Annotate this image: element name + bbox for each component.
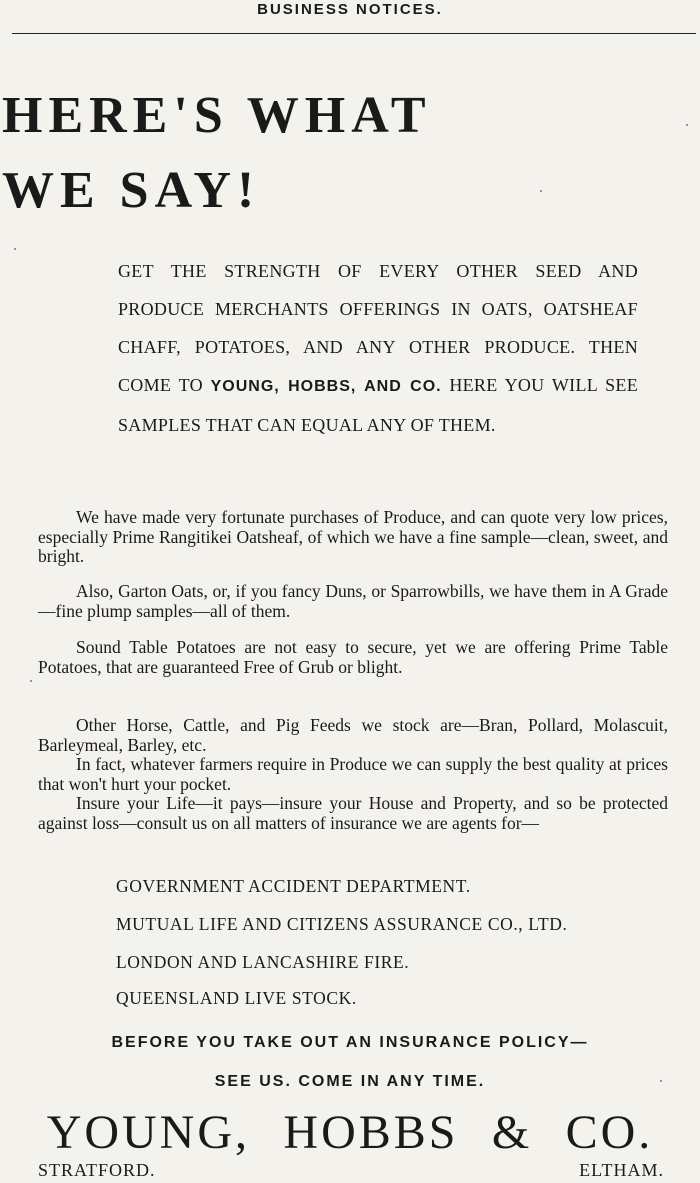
intro-block xyxy=(118,252,638,444)
insurer-london-lancashire: LONDON AND LANCASHIRE FIRE. xyxy=(116,952,410,972)
paragraph-garton-oats: Also, Garton Oats, or, if you fancy Duns, or Sparrowbills, we have them in A Grade—fine plump samples—all of them. xyxy=(38,581,668,621)
paragraph-oatsheaf: We have made very fortunate purchases of Produce, and can quote very low prices, especially Prime Rangitikei Oatsheaf, of which we have a fine sample—clean, sweet, and bright. xyxy=(38,507,668,566)
paragraph-insurance: Insure your Life—it pays—insure your House and Property, and so be protected against loss—consult us on all matters of insurance we are agents for— xyxy=(38,793,668,833)
section-header: BUSINESS NOTICES. xyxy=(257,1,443,18)
intro-text-after: HERE YOU WILL SEE SAMPLES THAT CAN EQUAL ANY OF THEM. xyxy=(118,375,639,435)
firm-ampersand: & xyxy=(491,1106,533,1159)
firm-word-hobbs: HOBBS xyxy=(283,1106,459,1159)
headline-line-1: HERE'S WHAT xyxy=(2,87,432,144)
insurer-government-accident: GOVERNMENT ACCIDENT DEPARTMENT. xyxy=(116,876,471,896)
town-stratford: STRATFORD. xyxy=(38,1160,156,1180)
print-speck xyxy=(660,1080,662,1082)
print-speck xyxy=(30,680,32,682)
firm-word-co: CO. xyxy=(565,1106,654,1159)
headline-line-2: WE SAY! xyxy=(2,162,261,219)
call-to-action-line-2: SEE US. COME IN ANY TIME. xyxy=(214,1073,486,1090)
paragraph-supply: In fact, whatever farmers require in Produce we can supply the best quality at prices that won't hurt your pocket. xyxy=(38,754,668,794)
town-eltham: ELTHAM. xyxy=(579,1160,664,1180)
print-speck xyxy=(14,248,16,250)
print-speck xyxy=(686,124,688,126)
print-speck xyxy=(540,190,542,192)
paragraph-potatoes: Sound Table Potatoes are not easy to secure, yet we are offering Prime Table Potatoes, that are guaranteed Free of Grub or blight. xyxy=(38,637,668,677)
intro-text-before: GET THE STRENGTH OF EVERY OTHER SEED AND PRODUCE MERCHANTS OFFERINGS IN OATS, OATSHEAF CHAFF, POTATOES, AND ANY OTHER PRODUCE. THEN COME TO xyxy=(118,261,638,395)
insurer-queensland-live-stock: QUEENSLAND LIVE STOCK. xyxy=(116,988,357,1008)
paragraph-feeds: Other Horse, Cattle, and Pig Feeds we stock are—Bran, Pollard, Molascuit, Barleymeal, Barley, etc. xyxy=(38,715,668,755)
firm-word-young: YOUNG, xyxy=(46,1106,251,1159)
header-rule xyxy=(12,33,696,34)
firm-name-banner xyxy=(0,1108,700,1158)
call-to-action-line-1: BEFORE YOU TAKE OUT AN INSURANCE POLICY— xyxy=(111,1034,589,1051)
insurer-mutual-life: MUTUAL LIFE AND CITIZENS ASSURANCE CO., LTD. xyxy=(116,914,568,934)
intro-firm-name: YOUNG, HOBBS, AND CO. xyxy=(210,378,442,395)
